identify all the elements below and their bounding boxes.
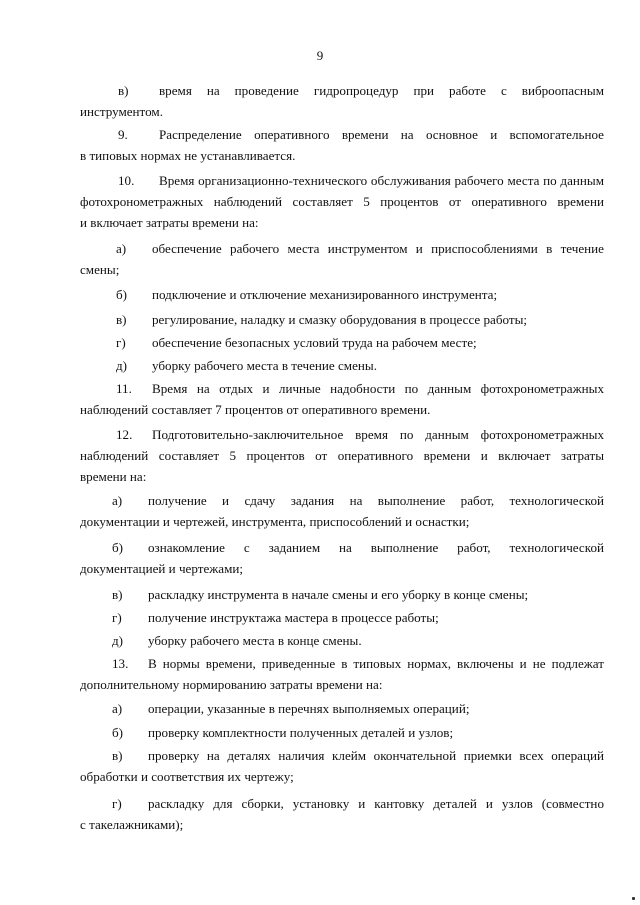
- paragraph: [80, 378, 604, 420]
- text-line: обработки и соответствия их чертежу;: [80, 769, 294, 784]
- text-line: В нормы времени, приведенные в типовых нормах, включены и не подлежат: [148, 656, 604, 671]
- text-line: операции, указанные в перечнях выполняемых операций;: [148, 701, 470, 716]
- item-label: в): [112, 748, 123, 763]
- paragraph: [80, 332, 604, 353]
- text-line: обеспечение безопасных условий труда на рабочем месте;: [152, 335, 477, 350]
- item-label: 10.: [118, 173, 135, 188]
- text-line: наблюдений составляет 7 процентов от оперативного времени.: [80, 402, 431, 417]
- text-line: смены;: [80, 262, 120, 277]
- text-line: времени на:: [80, 469, 147, 484]
- text-line: получение инструктажа мастера в процессе работы;: [148, 610, 439, 625]
- paragraph: [80, 630, 604, 651]
- paragraph: [80, 607, 604, 628]
- text-line: инструментом.: [80, 104, 163, 119]
- item-label: 12.: [116, 427, 133, 442]
- text-line: раскладку инструмента в начале смены и его уборку в конце смены;: [148, 587, 529, 602]
- text-line: ознакомление с заданием на выполнение работ, технологической: [148, 540, 604, 555]
- item-label: д): [116, 358, 128, 373]
- text-line: уборку рабочего места в конце смены.: [148, 633, 362, 648]
- text-line: проверку комплектности полученных деталей и узлов;: [148, 725, 454, 740]
- text-line: уборку рабочего места в течение смены.: [152, 358, 377, 373]
- item-label: в): [118, 83, 129, 98]
- item-label: г): [112, 796, 122, 811]
- text-line: и включает затраты времени на:: [80, 215, 259, 230]
- text-line: обеспечение рабочего места инструментом и приспособлениями в течение: [152, 241, 604, 256]
- item-label: г): [112, 610, 122, 625]
- text-line: фотохронометражных наблюдений составляет 5 процентов от оперативного времени: [80, 194, 604, 209]
- paragraph: [80, 309, 604, 330]
- paragraph: [80, 584, 604, 605]
- paragraph: [80, 424, 604, 487]
- item-label: б): [112, 540, 124, 555]
- paragraph: [80, 80, 604, 122]
- text-line: подключение и отключение механизированного инструмента;: [152, 287, 498, 302]
- item-label: а): [112, 493, 123, 508]
- text-line: Время на отдых и личные надобности по данным фотохронометражных: [152, 381, 604, 396]
- item-label: а): [116, 241, 127, 256]
- item-label: 9.: [118, 127, 128, 142]
- text-line: раскладку для сборки, установку и кантовку деталей и узлов (совместно: [148, 796, 604, 811]
- paragraph: [80, 698, 604, 719]
- paragraph: [80, 170, 604, 233]
- text-line: документации и чертежей, инструмента, приспособлений и оснастки;: [80, 514, 470, 529]
- item-label: г): [116, 335, 126, 350]
- text-line: дополнительному нормированию затраты времени на:: [80, 677, 383, 692]
- text-line: Распределение оперативного времени на основное и вспомогательное: [159, 127, 604, 142]
- text-line: с такелажниками);: [80, 817, 184, 832]
- text-line: наблюдений составляет 5 процентов от оперативного времени и включает затраты: [80, 448, 604, 463]
- text-line: Подготовительно-заключительное время по данным фотохронометражных: [152, 427, 604, 442]
- item-label: а): [112, 701, 123, 716]
- item-label: б): [116, 287, 128, 302]
- item-label: 13.: [112, 656, 129, 671]
- paragraph: [80, 793, 604, 835]
- paragraph: [80, 722, 604, 743]
- item-label: 11.: [116, 381, 132, 396]
- item-label: в): [112, 587, 123, 602]
- text-line: регулирование, наладку и смазку оборудования в процессе работы;: [152, 312, 528, 327]
- text-line: Время организационно-технического обслуживания рабочего места по данным: [159, 173, 604, 188]
- text-line: документацией и чертежами;: [80, 561, 244, 576]
- text-line: получение и сдачу задания на выполнение работ, технологической: [148, 493, 604, 508]
- text-line: проверку на деталях наличия клейм окончательной приемки всех операций: [148, 748, 604, 763]
- paragraph: [80, 284, 604, 305]
- paragraph: [80, 355, 604, 376]
- paragraph: [80, 490, 604, 532]
- item-label: б): [112, 725, 124, 740]
- page-number: 9: [316, 48, 324, 63]
- paragraph: [80, 238, 604, 280]
- paragraph: [80, 745, 604, 787]
- text-line: время на проведение гидропроцедур при работе с виброопасным: [159, 83, 604, 98]
- scan-artifact: [632, 897, 635, 900]
- item-label: д): [112, 633, 124, 648]
- paragraph: [80, 537, 604, 579]
- paragraph: [80, 653, 604, 695]
- text-line: в типовых нормах не устанавливается.: [80, 148, 296, 163]
- paragraph: [80, 124, 604, 166]
- item-label: в): [116, 312, 127, 327]
